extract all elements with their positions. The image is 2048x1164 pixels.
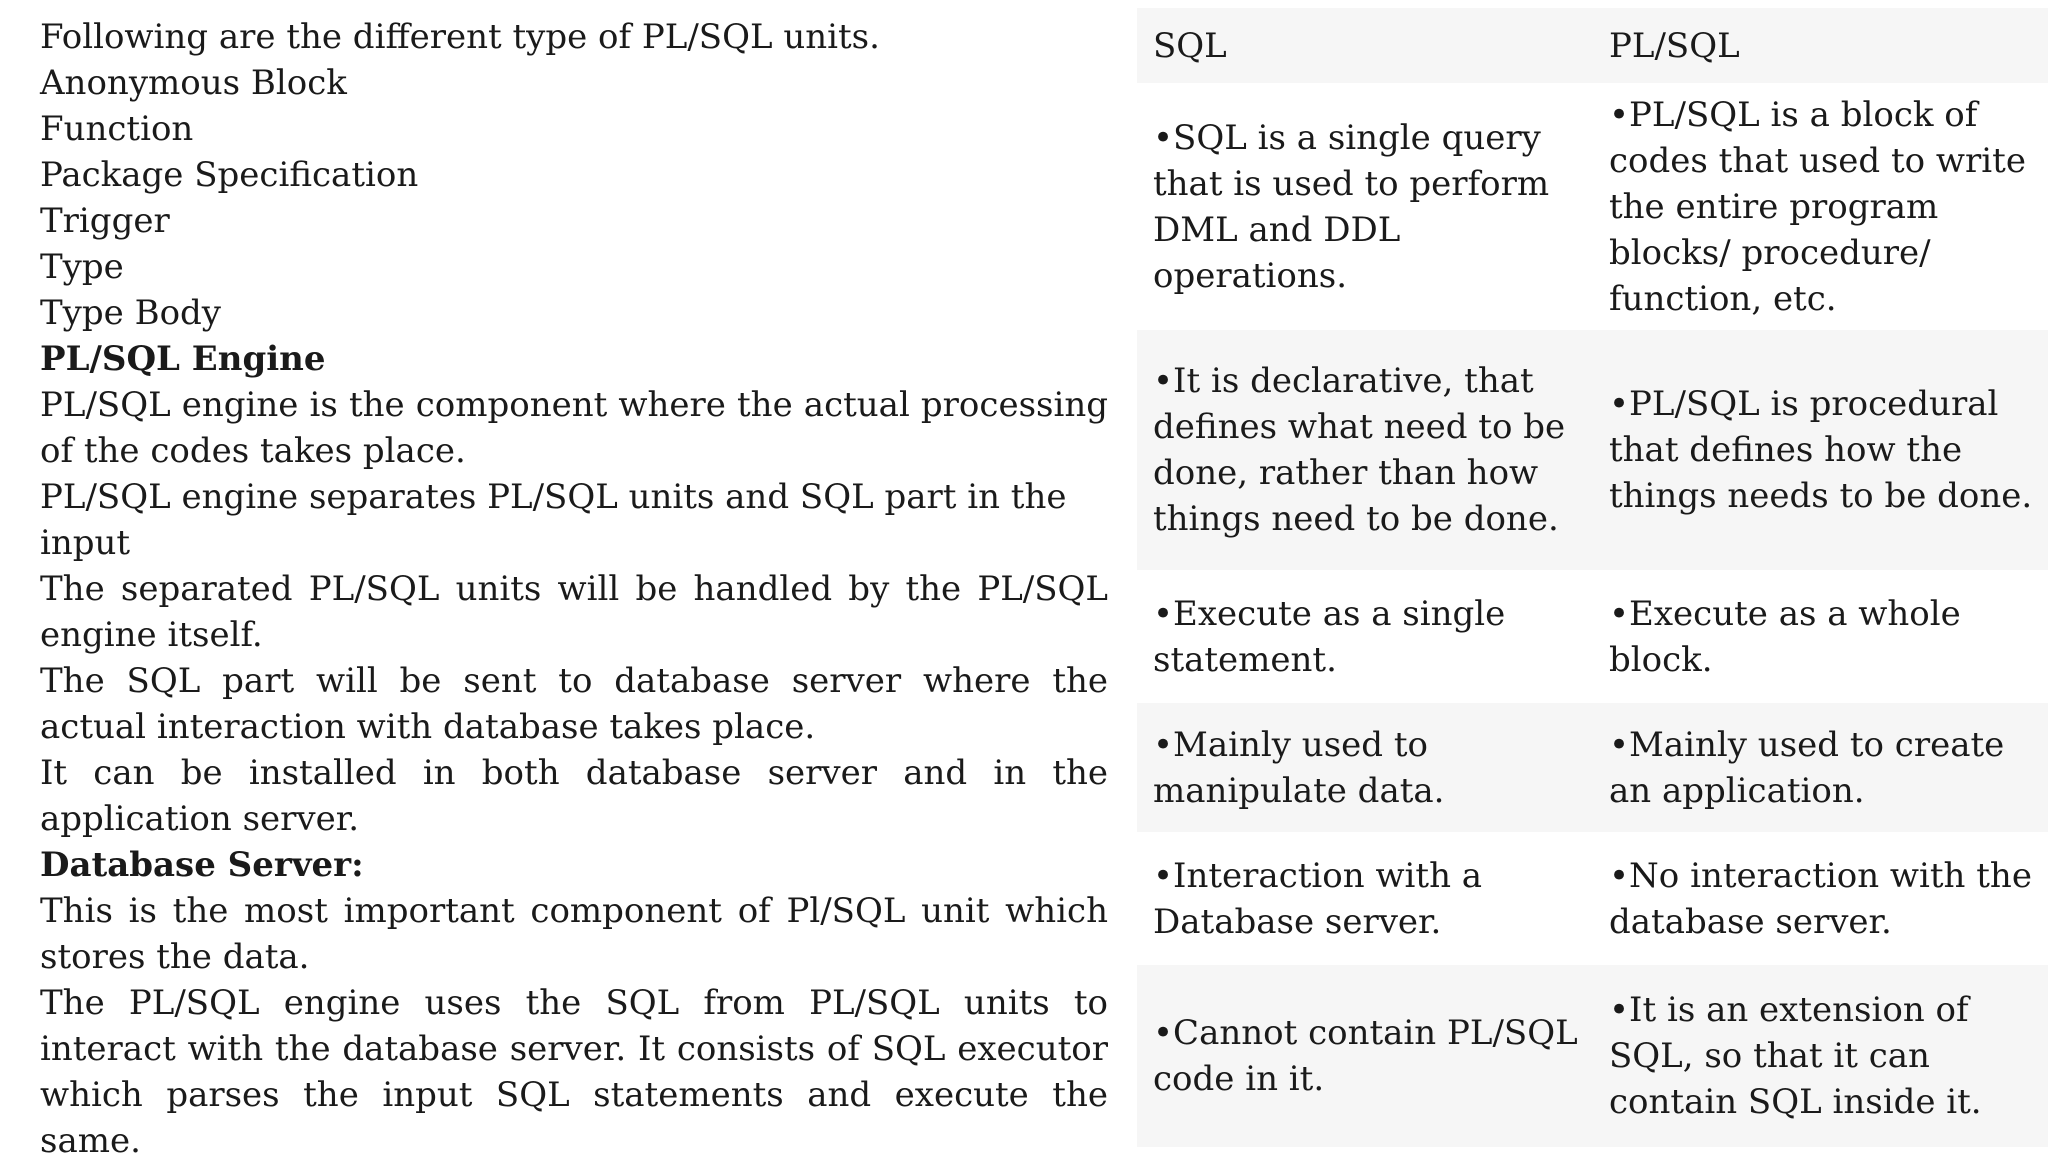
engine-paragraph: The SQL part will be sent to database server where the actual interaction with database takes place. <box>40 661 1108 747</box>
table-cell-sql: •Execute as a single statement. <box>1153 593 1506 680</box>
table-row <box>1137 833 2048 964</box>
table-cell-plsql: •PL/SQL is a block of codes that used to write the entire program blocks/ procedure/ function, etc. <box>1609 94 2026 319</box>
left-text-column <box>40 14 1108 1164</box>
column-header-plsql: PL/SQL <box>1609 25 1740 66</box>
table-row <box>1137 702 2048 833</box>
engine-paragraph: PL/SQL engine separates PL/SQL units and SQL part in the input <box>40 477 1067 563</box>
unit-item: Type Body <box>40 293 222 333</box>
table-cell-sql: •Interaction with a Database server. <box>1153 855 1483 942</box>
table-cell-sql: •SQL is a single query that is used to perform DML and DDL operations. <box>1153 117 1550 296</box>
database-server-paragraph: The PL/SQL engine uses the SQL from PL/SQL units to interact with the database server. It consists of SQL executor which parses the input SQL statements and execute the same. <box>40 983 1108 1161</box>
table-cell-plsql: •No interaction with the database server. <box>1609 855 2032 942</box>
table-cell-sql: •It is declarative, that defines what need to be done, rather than how things need to be done. <box>1153 361 1566 539</box>
table-row <box>1137 84 2048 329</box>
table-row <box>1137 571 2048 702</box>
unit-item: Package Specification <box>40 155 419 195</box>
sql-vs-plsql-table <box>1137 8 2048 1149</box>
units-intro: Following are the different type of PL/SQL units. <box>40 17 880 57</box>
engine-heading: PL/SQL Engine <box>40 339 326 379</box>
unit-item: Type <box>40 247 124 287</box>
engine-paragraph: It can be installed in both database server and in the application server. <box>40 753 1108 839</box>
table-row <box>1137 964 2048 1148</box>
unit-item: Trigger <box>40 201 170 241</box>
table-row <box>1137 329 2048 571</box>
table-cell-sql: •Cannot contain PL/SQL code in it. <box>1153 1013 1578 1099</box>
table-cell-plsql: •Execute as a whole block. <box>1609 593 1961 680</box>
engine-paragraph: The separated PL/SQL units will be handled by the PL/SQL engine itself. <box>40 569 1108 655</box>
unit-item: Anonymous Block <box>40 63 347 103</box>
table-cell-plsql: •Mainly used to create an application. <box>1609 724 2005 811</box>
table-cell-plsql: •PL/SQL is procedural that defines how the things needs to be done. <box>1609 384 2033 516</box>
table-header-row <box>1137 8 2048 84</box>
table-cell-plsql: •It is an extension of SQL, so that it can contain SQL inside it. <box>1609 990 1982 1122</box>
unit-item: Function <box>40 109 194 149</box>
database-server-heading: Database Server: <box>40 845 364 885</box>
column-header-sql: SQL <box>1153 25 1227 66</box>
database-server-paragraph: This is the most important component of Pl/SQL unit which stores the data. <box>40 891 1108 977</box>
table-cell-sql: •Mainly used to manipulate data. <box>1153 724 1445 811</box>
engine-paragraph: PL/SQL engine is the component where the actual processing of the codes takes place. <box>40 385 1108 471</box>
